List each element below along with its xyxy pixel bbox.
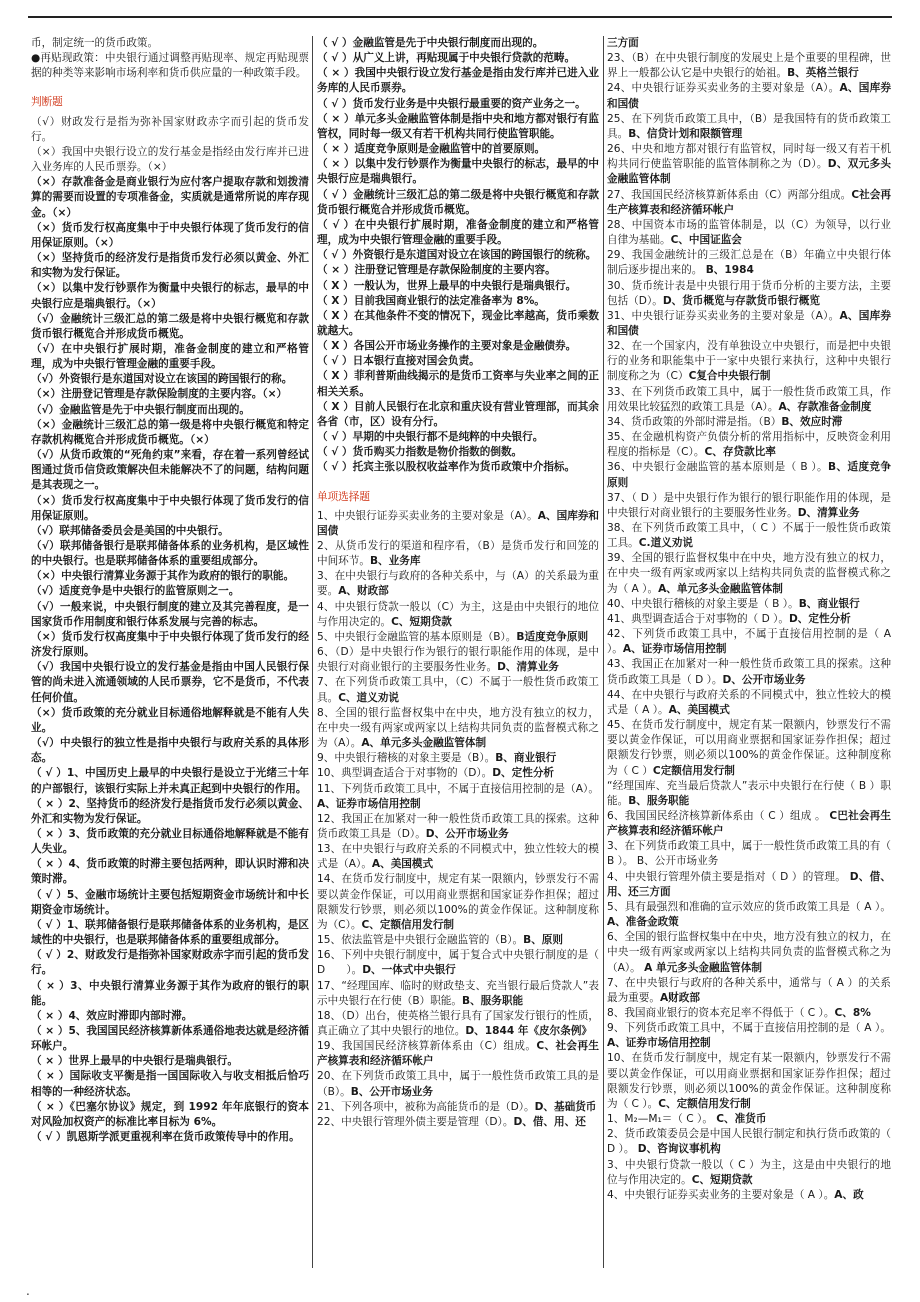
paragraph	[317, 812, 599, 842]
answer-text: A、准备金政策	[607, 916, 679, 929]
paragraph	[317, 782, 599, 812]
paragraph: （ × ）注册登记管理是存款保险制度的主要内容。	[317, 264, 556, 277]
paragraph: （ √ ）1、中国历史上最早的中央银行是设立于光绪三十年的户部银行，该银行实际上并未真正起到中央银行的作用。	[31, 767, 309, 795]
paragraph: （×）货币政策的充分就业目标通俗地解释就是不能有人失业。	[31, 706, 309, 734]
paragraph	[317, 1100, 599, 1115]
question-text: 2、从货币发行的渠道和程序看，（B）是货币发行和回笼的中间环节。	[317, 540, 599, 568]
answer-text: B、服务职能	[462, 994, 524, 1007]
paragraph: （ × ）3、中央银行清算业务源于其作为政府的银行的职能。	[31, 979, 309, 1007]
text-column-2	[314, 36, 610, 1272]
paragraph	[317, 842, 599, 872]
paragraph: （ × ）5、我国国民经济核算新体系通俗地表达就是经济循环帐户。	[31, 1025, 309, 1053]
paragraph	[607, 81, 891, 111]
question-text: 36、中央银行金融监管的基本原则是（ B ）。	[607, 461, 829, 474]
question-text: 14、在货币发行制度中，规定有某一限额内，钞票发行不需要以黄金作保证，可以用商业票据和国家证券作担保；超过限额发行钞票，则必须以100%的黄金作保证。这种制度称为（C）。	[317, 873, 599, 931]
answer-text: A 单元多头金融监管体制	[644, 961, 762, 974]
paragraph	[317, 751, 599, 766]
answer-text: D、清算业务	[497, 661, 559, 674]
question-text: 16、下列中央银行制度中，属于复合式中央银行制度的是（ D ）。	[317, 949, 610, 977]
paragraph	[607, 385, 891, 415]
answer-text: A、证券市场信用控制	[607, 1037, 711, 1050]
text-column-3	[604, 36, 894, 1272]
paragraph	[317, 1009, 599, 1039]
question-text: 40、中央银行稽核的对象主要是（ B ）。	[607, 597, 799, 610]
paragraph	[607, 976, 891, 1006]
answer-text: D、定性分析	[788, 612, 851, 625]
answer-text: B、1984	[705, 264, 754, 277]
answer-text: A、国库券和国债	[317, 509, 599, 537]
paragraph: （ × ）3、货币政策的充分就业目标通俗地解释就是不能有人失业。	[31, 827, 309, 856]
answer-text: A、单元多头金融监管体制	[658, 582, 783, 595]
paragraph	[607, 1158, 891, 1188]
answer-text: D、公开市场业务	[425, 827, 509, 840]
question-text: 27、我国国民经济核算新体系由（C）两部分组成。	[607, 188, 852, 201]
answer-text: D、公开市场业务	[722, 673, 806, 686]
answer-text: C、短期贷款	[391, 615, 452, 628]
paragraph: （ X ）目前人民银行在北京和重庆设有营业管理部，而其余各省（市，区）设有分行。	[317, 400, 599, 428]
question-text: 6、我国国民经济核算新体系由（ C ）组成 。	[607, 809, 830, 822]
answer-text: B、公开市场业务	[350, 1085, 433, 1098]
answer-text: B、商业银行	[495, 752, 557, 765]
answer-text: A、国库券和国债	[607, 82, 891, 110]
paragraph: （√）外资银行是东道国对设立在该国的跨国银行的称。	[31, 373, 293, 386]
paragraph	[607, 188, 891, 218]
paragraph: （ √ ）金融统计三级汇总的第二级是将中央银行概览和存款货币银行概览合并形成货币概览。	[317, 188, 599, 216]
paragraph: （×）我国中央银行设立的发行基金是指经由发行库并已进入业务库的人民币票券。（×）	[31, 145, 309, 174]
question-text: 6、全国的银行监督权集中在中央，地方没有独立的权力，在中央一级有两家或两家以上结构共同负责的监督模式称之为（A）。	[607, 931, 891, 974]
question-text: 22、中央银行管理外债主要是管理（D）。	[317, 1115, 514, 1128]
footer-mark: .	[26, 1284, 30, 1298]
answer-text: A、美国模式	[668, 703, 730, 716]
paragraph	[607, 1112, 891, 1127]
answer-text: A、单元多头金融监管体制	[361, 737, 487, 750]
paragraph: （ √ ）在中央银行扩展时期，准备金制度的建立和严格管理，成为中央银行管理金融的重要手段。	[317, 218, 599, 247]
answer-text: C定额信用发行制	[652, 764, 735, 777]
paragraph: （ × ）2、坚持货币的经济发行是指货币发行必须以黄金、外汇和实物为发行保证。	[31, 797, 309, 825]
question-text: 19、我国国民经济核算新体系由（C）组成。	[317, 1040, 537, 1053]
paragraph: （×）金融统计三级汇总的第一级是将中央银行概览和特定存款机构概览合并形成货币概览。（×）	[31, 418, 309, 446]
paragraph	[607, 809, 891, 839]
question-text: 21、下列各项中，被称为高能货币的是（D）。	[317, 1100, 535, 1113]
paragraph: （ X ）在其他条件不变的情况下，现金比率越高，货币乘数就越大。	[317, 309, 599, 337]
answer-text: A、证券市场信用控制	[622, 643, 727, 656]
answer-text: D、咨询议事机构	[637, 1143, 721, 1156]
answer-text: D、借、用、还	[513, 1115, 586, 1128]
question-text: 44、在中央银行与政府关系的不同模式中，独立性较大的模式是（ A ）。	[607, 688, 891, 716]
answer-text: C巴社会再生产核算表和经济循环帐户	[607, 809, 892, 838]
question-text: 23、（B）在中央银行制度的发展史上是个重要的里程碑，世界上一般都公认它是中央银行的始祖。	[607, 52, 891, 80]
paragraph	[607, 521, 891, 551]
answer-text: B、业务库	[369, 555, 421, 568]
answer-text: C社会再生产核算表和经济循环帐户	[607, 188, 891, 216]
paragraph: （√）联邦储备委员会是美国的中央银行。	[31, 524, 229, 537]
paragraph	[607, 870, 891, 900]
paragraph: （ X ）各国公开市场业务操作的主要对象是金融债券。	[317, 340, 577, 353]
paragraph: （ √ ）1、联邦储备银行是联邦储备体系的业务机构，是区域性的中央银行，也是联邦储备体系的重要组成部分。	[31, 918, 309, 947]
paragraph	[317, 569, 599, 599]
answer-text: C、短期贷款	[691, 1173, 753, 1186]
paragraph	[317, 1115, 599, 1130]
answer-text: D、借、用、还三方面	[607, 870, 892, 898]
paragraph: （ × ）以集中发行钞票作为衡量中央银行的标志，最早的中央银行应是瑞典银行。	[317, 158, 599, 186]
question-text: 1、M₂—M₁＝（ C ）。	[607, 1113, 717, 1126]
paragraph: （ × ）4、效应时滞即内部时滞。	[31, 1009, 193, 1022]
answer-text: D、双元多头金融监管体制	[607, 158, 892, 186]
paragraph	[607, 248, 891, 278]
paragraph: （×）中央银行清算业务源于其作为政府的银行的职能。	[31, 570, 295, 583]
question-text: 17、“经理国库、临时的财政垫支、充当银行最后贷款人”表示中央银行在行使（B）职能。	[317, 979, 599, 1007]
answer-text: B、信贷计划和限额管理	[628, 127, 743, 140]
question-text: 1、中央银行证券买卖业务的主要对象是（A）。	[317, 509, 538, 522]
paragraph	[607, 779, 891, 809]
paragraph	[607, 930, 891, 975]
paragraph: （√）在中央银行扩展时期，准备金制度的建立和严格管理，成为中央银行管理金融的重要手段。	[31, 342, 309, 371]
answer-text: C、定额信用发行制	[361, 918, 455, 931]
paragraph: （ X ）目前我国商业银行的法定准备率为 8%。	[317, 294, 545, 307]
paragraph	[607, 430, 891, 460]
paragraph	[317, 766, 599, 781]
answer-text: C、社会再生产核算表和经济循环帐户	[317, 1040, 599, 1068]
question-text: 11、下列货币政策工具中，不属于直接信用控制的是（A）。	[317, 782, 599, 795]
paragraph: （×）货币发行权高度集中于中央银行体现了货币发行的经济发行原则。	[31, 630, 309, 659]
paragraph: （ X ）一般认为，世界上最早的中央银行是瑞典银行。	[317, 279, 577, 292]
question-text: 34、货币政策的外部时滞是指。（B）	[607, 415, 782, 428]
paragraph: （√）金融监管是先于中央银行制度而出现的。	[31, 403, 250, 416]
paragraph: （ √ ）货币购买力指数是物价指数的倒数。	[317, 446, 523, 459]
answer-text: C、定额信用发行制	[658, 1097, 751, 1110]
question-text: 24、中央银行证券买卖业务的主要对象是（A）。	[607, 82, 840, 95]
answer-text: B、适度竞争原则	[607, 461, 891, 489]
paragraph	[607, 1021, 891, 1051]
paragraph	[607, 551, 891, 596]
answer-text: A、财政部	[338, 585, 389, 598]
question-text: 9、中央银行稽核的对象主要是（B）。	[317, 752, 496, 765]
section-heading: 单项选择题	[317, 490, 370, 503]
paragraph: （ × ）《巴塞尔协议》规定，到 1992 年年底银行的资本对风险加权资产的标准比率目标为 6%。	[31, 1100, 309, 1128]
answer-text: D、基础货币	[534, 1100, 597, 1113]
paragraph: （√）我国中央银行设立的发行基金是指由中国人民银行保管的尚未进入流通领域的人民币票券，它不是货币，不代表任何价值。	[31, 661, 309, 704]
paragraph	[317, 645, 599, 675]
answer-text: C、中国证监会	[670, 234, 742, 247]
answer-text: B、英格兰银行	[787, 67, 859, 80]
question-text: 38、在下列货币政策工具中，（ C ）不属于一般性货币政策工具。	[607, 522, 891, 550]
paragraph	[317, 948, 610, 978]
paragraph: （ × ）我国中央银行设立发行基金是指由发行库并已进入业务库的人民币票券。	[317, 67, 599, 95]
paragraph: （ × ）4、货币政策的时滞主要包括两种，即认识时滞和决策时滞。	[31, 858, 309, 886]
question-text: 30、货币统计表是中央银行用于货币分析的主要方法，主要包括（D）。	[607, 279, 891, 307]
question-text: 8、全国的银行监督权集中在中央，地方没有独立的权力，在中央一级有两家或两家以上结构共同负责的监督模式称之为（A）。	[317, 706, 599, 750]
question-text: 3、在中央银行与政府的各种关系中，与（A）的关系最为重要。	[317, 570, 599, 598]
question-text: 9、下列货币政策工具中，不属于直接信用控制的是（ A ）。	[607, 1022, 891, 1035]
paragraph	[607, 657, 891, 687]
answer-text: D、一体式中央银行	[362, 964, 456, 977]
question-text: 3、中央银行贷款一般以（ C ）为主，这是由中央银行的地位与作用决定的。	[607, 1158, 891, 1186]
question-text: 20、在下列货币政策工具中，属于一般性货币政策工具的是（B）。	[317, 1070, 599, 1098]
question-text: “经理国库、充当最后贷款人”表示中央银行在行使（ B ）职能。	[607, 779, 891, 807]
paragraph	[607, 112, 891, 142]
paragraph: （×）货币发行权高度集中于中央银行体现了货币发行的信用保证原则。（×）	[31, 221, 309, 249]
paragraph	[317, 600, 599, 630]
question-text: 32、在一个国家内，没有单独设立中央银行，而是把中央银行的业务和职能集中于一家中央银行来执行，这种中央银行制度称之为（C）	[607, 340, 891, 383]
question-text: 15、依法监管是中央银行金融监管的（B）。	[317, 934, 524, 947]
paragraph: （√）财政发行是指为弥补国家财政赤字而引起的货币发行。	[31, 115, 309, 143]
paragraph	[607, 1188, 891, 1203]
paragraph: （√）适度竞争是中央银行的监管原则之一。	[31, 585, 240, 598]
paragraph: （ √ ）金融监管是先于中央银行制度而出现的。	[317, 37, 544, 49]
paragraph: （ X ）菲利普斯曲线揭示的是货币工资率与失业率之间的正相关关系。	[317, 370, 599, 398]
answer-text: C、道义劝说	[338, 691, 399, 704]
paragraph: 3、在下列货币政策工具中，属于一般性货币政策工具的有（ B ）。 B、公开市场业务	[607, 840, 895, 868]
paragraph: 三方面	[607, 37, 639, 49]
top-rule	[28, 16, 892, 18]
answer-text: C、存贷款比率	[704, 446, 776, 459]
paragraph: （√）金融统计三级汇总的第二级是将中央银行概览和存款货币银行概览合并形成货币概览。	[31, 312, 309, 340]
paragraph: （ × ）单元多头金融监管体制是指中央和地方都对银行有监管权，同时每一级又有若干机构共同行使监管职能。	[317, 112, 599, 140]
paragraph: （ √ ）日本银行直接对国会负责。	[317, 355, 480, 368]
answer-text: B、效应时滞	[781, 415, 843, 428]
section-heading: 判断题	[31, 96, 63, 109]
question-text: 10、典型调查适合于对事物的（D）。	[317, 767, 493, 780]
column-divider	[312, 36, 313, 1268]
paragraph	[317, 1069, 599, 1099]
paragraph	[607, 415, 891, 430]
paragraph	[317, 675, 599, 705]
question-text: 12、我国正在加紧对一种一般性货币政策工具的探索。这种货币政策工具是（D）。	[317, 812, 599, 840]
paragraph	[317, 979, 599, 1009]
paragraph	[607, 309, 891, 339]
paragraph	[317, 706, 599, 751]
answer-text: D、清算业务	[797, 506, 860, 519]
paragraph	[607, 612, 891, 627]
paragraph	[607, 627, 895, 657]
answer-text: C、准货币	[716, 1113, 767, 1126]
answer-text: C复合中央银行制	[688, 370, 771, 383]
paragraph: 币，制定统一的货币政策。	[31, 37, 159, 49]
paragraph	[607, 1127, 895, 1157]
paragraph	[607, 51, 891, 81]
paragraph	[607, 491, 891, 521]
question-text: 4、中央银行贷款一般以（C）为主，这是由中央银行的地位与作用决定的。	[317, 600, 599, 628]
answer-text: B适度竞争原则	[516, 630, 589, 643]
question-text: 2、货币政策委员会是中国人民银行制定和执行货币政策的（ D ）。	[607, 1128, 895, 1156]
paragraph: （ × ）世界上最早的中央银行是瑞典银行。	[31, 1055, 238, 1068]
paragraph	[607, 1006, 891, 1021]
answer-text: C.道义劝说	[638, 537, 693, 550]
question-text: 35、在金融机构资产负债分析的常用指标中，反映资金利用程度的指标是（C）。	[607, 431, 891, 459]
paragraph	[317, 539, 599, 569]
answer-text: D、定性分析	[492, 767, 555, 780]
paragraph: （ √ ）早期的中央银行都不是纯粹的中央银行。	[317, 431, 544, 444]
paragraph	[607, 279, 891, 309]
question-text: 25、在下列货币政策工具中，（B）是我国特有的货币政策工具。	[607, 112, 891, 140]
paragraph: （ √ ）货币发行业务是中央银行最重要的资产业务之一。	[317, 97, 586, 110]
paragraph: （×）坚持货币的经济发行是指货币发行必须以黄金、外汇和实物为发行保证。	[31, 252, 309, 280]
answer-text: A财政部	[659, 991, 700, 1004]
paragraph: （√）从货币政策的“死角约束”来看，存在着一系列曾经试图通过货币信贷政策解决但未能解决不了的问题，结构问题是其表现之一。	[31, 449, 309, 492]
paragraph: ●再贴现政策：中央银行通过调整再贴现率、规定再贴现票据的种类等来影响市场利率和货币供应量的一种政策手段。	[31, 52, 309, 80]
paragraph: （×）注册登记管理是存款保险制度的主要内容。（×）	[31, 388, 288, 401]
question-text: 5、具有最强烈和准确的宣示效应的货币政策工具是（ A ）。	[607, 900, 891, 913]
answer-text: A、政	[834, 1188, 864, 1201]
paragraph: （×）以集中发行钞票作为衡量中央银行的标志，最早的中央银行应是瑞典银行。（×）	[31, 282, 309, 310]
answer-text: A、国库券和国债	[607, 309, 891, 337]
paragraph	[317, 630, 599, 645]
paragraph	[607, 1051, 891, 1112]
paragraph: （ √ ）托宾主张以股权收益率作为货币政策中介指标。	[317, 461, 576, 474]
question-text: 6、（D）是中央银行作为银行的银行职能作用的体现，是中央银行对商业银行的主要服务性业务。	[317, 646, 599, 674]
paragraph	[607, 460, 891, 490]
answer-text: A、证券市场信用控制	[317, 797, 421, 810]
question-text: 7、在中央银行与政府的各种关系中，通常与（ A ）的关系最为重要。	[607, 976, 891, 1004]
question-text: 31、中央银行证券买卖业务的主要对象是（A）。	[607, 309, 840, 322]
paragraph: （√）中央银行的独立性是指中央银行与政府关系的具体形态。	[31, 737, 309, 765]
question-text: 45、在货币发行制度中，规定有某一限额内，钞票发行不需要以黄金作保证，可以用商业票据和国家证券作担保；超过限额发行钞票，则必须以100%的黄金作保证。这种制度称为（ C ）	[607, 719, 891, 777]
paragraph: （ √ ）外资银行是东道国对设立在该国的跨国银行的统称。	[317, 249, 597, 262]
paragraph: （×）货币发行权高度集中于中央银行体现了货币发行的信用保证原则。	[31, 494, 309, 522]
paragraph: （√）一般来说，中央银行制度的建立及其完善程度，是一国家货币作用制度和银行体系发展与完善的标志。	[31, 600, 309, 628]
paragraph: （ × ）适度竞争原则是金融监管中的首要原则。	[317, 143, 546, 156]
question-text: 26、中央和地方都对银行有监管权，同时每一级又有若干机构共同行使监管职能的监管体制称之为（D）。	[607, 143, 891, 171]
paragraph: （ × ）国际收支平衡是指一国国际收入与收支相抵后恰巧相等的一种经济状态。	[31, 1070, 309, 1098]
question-text: 7、在下列货币政策工具中，（C）不属于一般性货币政策工具。	[317, 676, 599, 704]
question-text: 18、（D）出台，使英格兰银行具有了国家发行银行的性质，真正确立了其中央银行的地位。	[317, 1009, 599, 1037]
paragraph	[317, 1039, 599, 1069]
answer-text: A、存款准备金制度	[778, 400, 872, 413]
paragraph: （×）存款准备金是商业银行为应付客户提取存款和划拨清算的需要而设置的专项准备金，实质就是通常所说的库存现金。（×）	[31, 176, 309, 219]
answer-text: D、货币概览与存款货币银行概览	[662, 294, 820, 307]
question-text: 13、在中央银行与政府关系的不同模式中，独立性较大的模式是（A）。	[317, 843, 599, 871]
question-text: 37、（ D ）是中央银行作为银行的银行职能作用的体现，是中央银行对商业银行的主要服务性业务。	[607, 491, 891, 519]
answer-text: D、1844 年《皮尔条例》	[465, 1025, 593, 1037]
paragraph	[607, 218, 891, 248]
paragraph	[607, 900, 891, 930]
question-text: 4、中央银行证券买卖业务的主要对象是（ A ）。	[607, 1188, 835, 1201]
answer-text: B、原则	[523, 934, 563, 947]
question-text: 5、中央银行金融监管的基本原则是（B）。	[317, 630, 517, 643]
question-text: 10、在货币发行制度中，规定有某一限额内，钞票发行不需要以黄金作保证，可以用商业票据和国家证券作担保；超过限额发行钞票，则必须以100%的黄金作保证。这种制度称为（ C ）。	[607, 1052, 891, 1110]
paragraph: （ √ ）5、金融市场统计主要包括短期资金市场统计和中长期资金市场统计。	[31, 888, 309, 916]
paragraph	[317, 872, 599, 933]
answer-text: B、商业银行	[798, 597, 860, 610]
question-text: 29、我国金融统计的三级汇总是在（B）年确立中央银行体制后逐步提出来的。	[607, 249, 891, 277]
paragraph	[317, 509, 599, 539]
paragraph	[317, 933, 599, 948]
question-text: 8、我国商业银行的资本充足率不得低于（ C ）。	[607, 1007, 835, 1019]
paragraph: （ √ ）凯恩斯学派更重视利率在货币政策传导中的作用。	[31, 1131, 300, 1144]
paragraph	[607, 688, 891, 718]
question-text: 28、中国资本市场的监管体制是，以（C）为领导，以行业自律为基础。	[607, 218, 891, 247]
question-text: 33、在下列货币政策工具中，属于一般性货币政策工具，作用效果比较猛烈的政策工具是（A）。	[607, 385, 891, 413]
question-text: 39、全国的银行监督权集中在中央，地方没有独立的权力，在中央一级有两家或两家以上结构共同负责的监督模式称之为（ A ）。	[607, 552, 891, 595]
question-text: 43、我国正在加紧对一种一般性货币政策工具的探索。这种货币政策工具是（ D ）。	[607, 658, 891, 686]
answer-text: B、服务职能	[628, 794, 690, 807]
paragraph	[607, 597, 891, 612]
paragraph: （√）联邦储备银行是联邦储备体系的业务机构，是区域性的中央银行。也是联邦储备体系的重要组成部分。	[31, 540, 309, 568]
paragraph: （ √ ）从广义上讲，再贴现属于中央银行贷款的范畴。	[317, 52, 576, 65]
paragraph	[607, 718, 891, 779]
text-column-1	[28, 36, 312, 1272]
question-text: 41、典型调查适合于对事物的（ D ）。	[607, 612, 789, 625]
paragraph	[607, 339, 891, 384]
paragraph	[607, 142, 891, 187]
answer-text: A、美国模式	[371, 858, 434, 871]
question-text: 4、中央银行管理外债主要是指对（ D ）的管理。	[607, 870, 850, 883]
answer-text: C、8%	[834, 1007, 871, 1019]
question-text: 42、下列货币政策工具中，不属于直接信用控制的是（ A ）。	[607, 628, 895, 656]
paragraph: （ √ ）2、财政发行是指弥补国家财政赤字而引起的货币发行。	[31, 949, 309, 977]
